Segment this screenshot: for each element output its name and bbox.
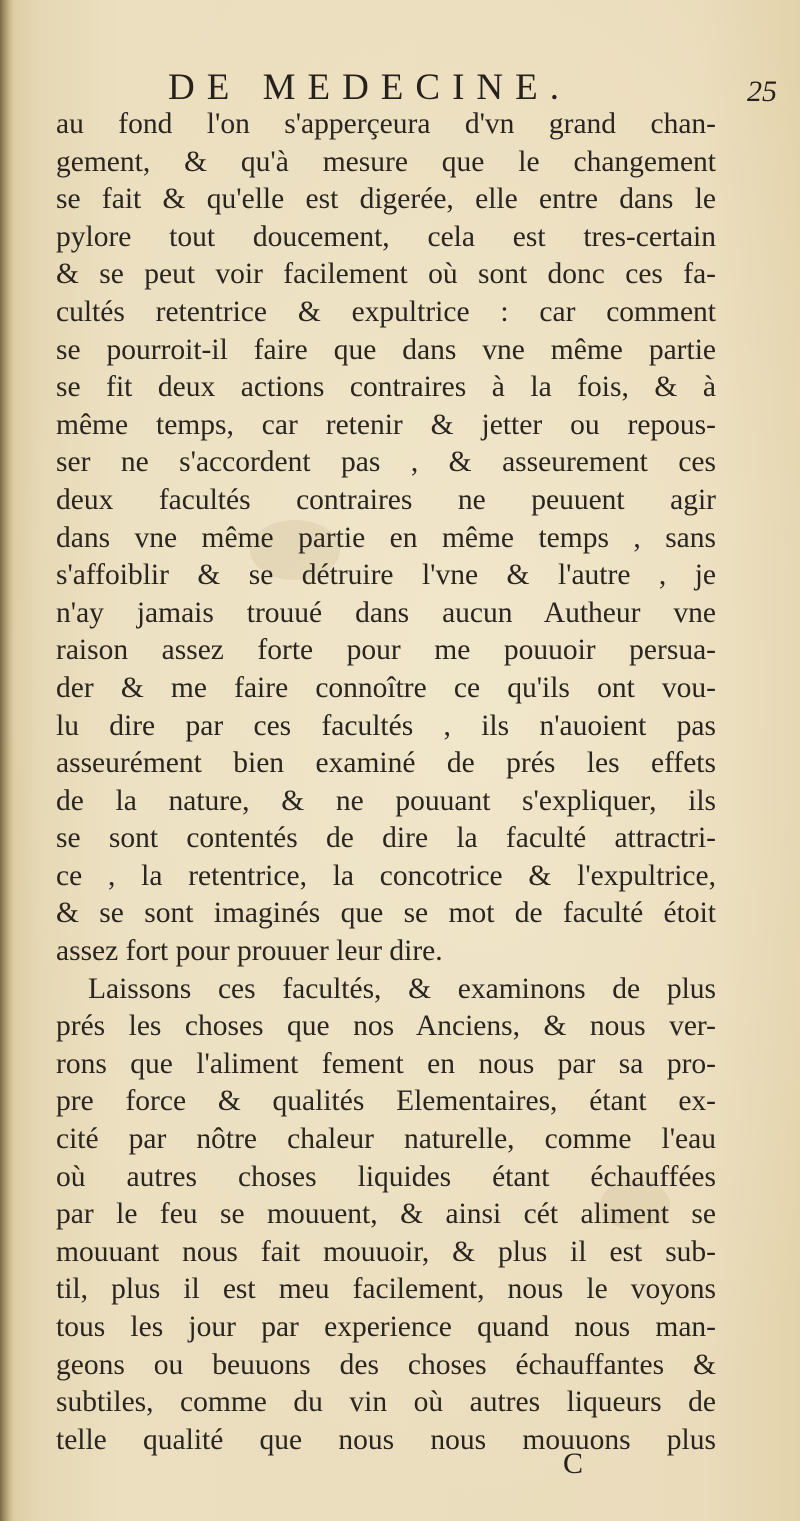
text-line: se fait & qu'elle est digerée, elle entre dans le — [56, 183, 716, 216]
text-line: lu dire par ces facultés , ils n'auoient pas — [56, 709, 716, 742]
text-line: raison assez forte pour me pouuoir persua- — [56, 634, 716, 667]
text-line: par le feu se mouuent, & ainsi cét aliment se — [56, 1198, 716, 1231]
text-line: cité par nôtre chaleur naturelle, comme l'eau — [56, 1123, 716, 1156]
text-line: rons que l'aliment fement en nous par sa pro- — [56, 1047, 716, 1080]
text-line: & se peut voir facilement où sont donc ces fa- — [56, 258, 716, 291]
paragraph-start-line: Laissons ces facultés, & examinons de plus — [88, 972, 716, 1005]
running-head — [0, 66, 800, 110]
text-line: tous les jour par experience quand nous man- — [56, 1311, 716, 1343]
text-line: & se sont imaginés que se mot de faculté étoit — [56, 897, 716, 930]
page-number: 25 — [747, 75, 777, 108]
paragraph-end-line: assez fort pour prouuer leur dire. — [56, 935, 443, 968]
text-line: de la nature, & ne pouuant s'expliquer, ils — [56, 784, 716, 817]
text-line: pre force & qualités Elementaires, étant ex- — [56, 1085, 716, 1118]
text-line: telle qualité que nous nous mouuons plus — [56, 1423, 716, 1456]
text-line: dans vne même partie en même temps , sans — [56, 521, 716, 554]
text-line: se fit deux actions contraires à la fois, & à — [56, 371, 716, 404]
text-line: n'ay jamais trouué dans aucun Autheur vne — [56, 596, 716, 629]
text-line: s'affoiblir & se détruire l'vne & l'autre , je — [56, 559, 716, 592]
text-line: au fond l'on s'apperçeura d'vn grand chan- — [56, 108, 716, 140]
page-binding-edge — [0, 0, 14, 1521]
text-line: où autres choses liquides étant échauffées — [56, 1160, 716, 1193]
text-line: se pourroit-il faire que dans vne même partie — [56, 333, 716, 366]
running-head-title: DE MEDECINE. — [168, 67, 571, 108]
text-line: ce , la retentrice, la concotrice & l'expultrice, — [56, 859, 716, 892]
text-line: asseurément bien examiné de prés les effets — [56, 747, 716, 780]
text-line: même temps, car retenir & jetter ou repous- — [56, 408, 716, 441]
body-text — [56, 106, 716, 1459]
text-line: mouuant nous fait mouuoir, & plus il est sub- — [56, 1235, 716, 1268]
text-line: gement, & qu'à mesure que le changement — [56, 145, 716, 178]
text-line: deux facultés contraires ne peuuent agir — [56, 483, 716, 516]
text-line: cultés retentrice & expultrice : car comment — [56, 295, 716, 328]
text-line: se sont contentés de dire la faculté attractri- — [56, 822, 716, 855]
text-line: til, plus il est meu facilement, nous le voyons — [56, 1273, 716, 1306]
catchword-signature: C — [563, 1447, 584, 1480]
text-line: ser ne s'accordent pas , & asseurement ces — [56, 446, 716, 479]
text-line: pylore tout doucement, cela est tres-certain — [56, 220, 716, 253]
text-line: subtiles, comme du vin où autres liqueurs de — [56, 1386, 716, 1419]
text-line: prés les choses que nos Anciens, & nous ver- — [56, 1010, 716, 1043]
text-line: der & me faire connoître ce qu'ils ont vou- — [56, 671, 716, 704]
text-line: geons ou beuuons des choses échauffantes & — [56, 1348, 716, 1381]
